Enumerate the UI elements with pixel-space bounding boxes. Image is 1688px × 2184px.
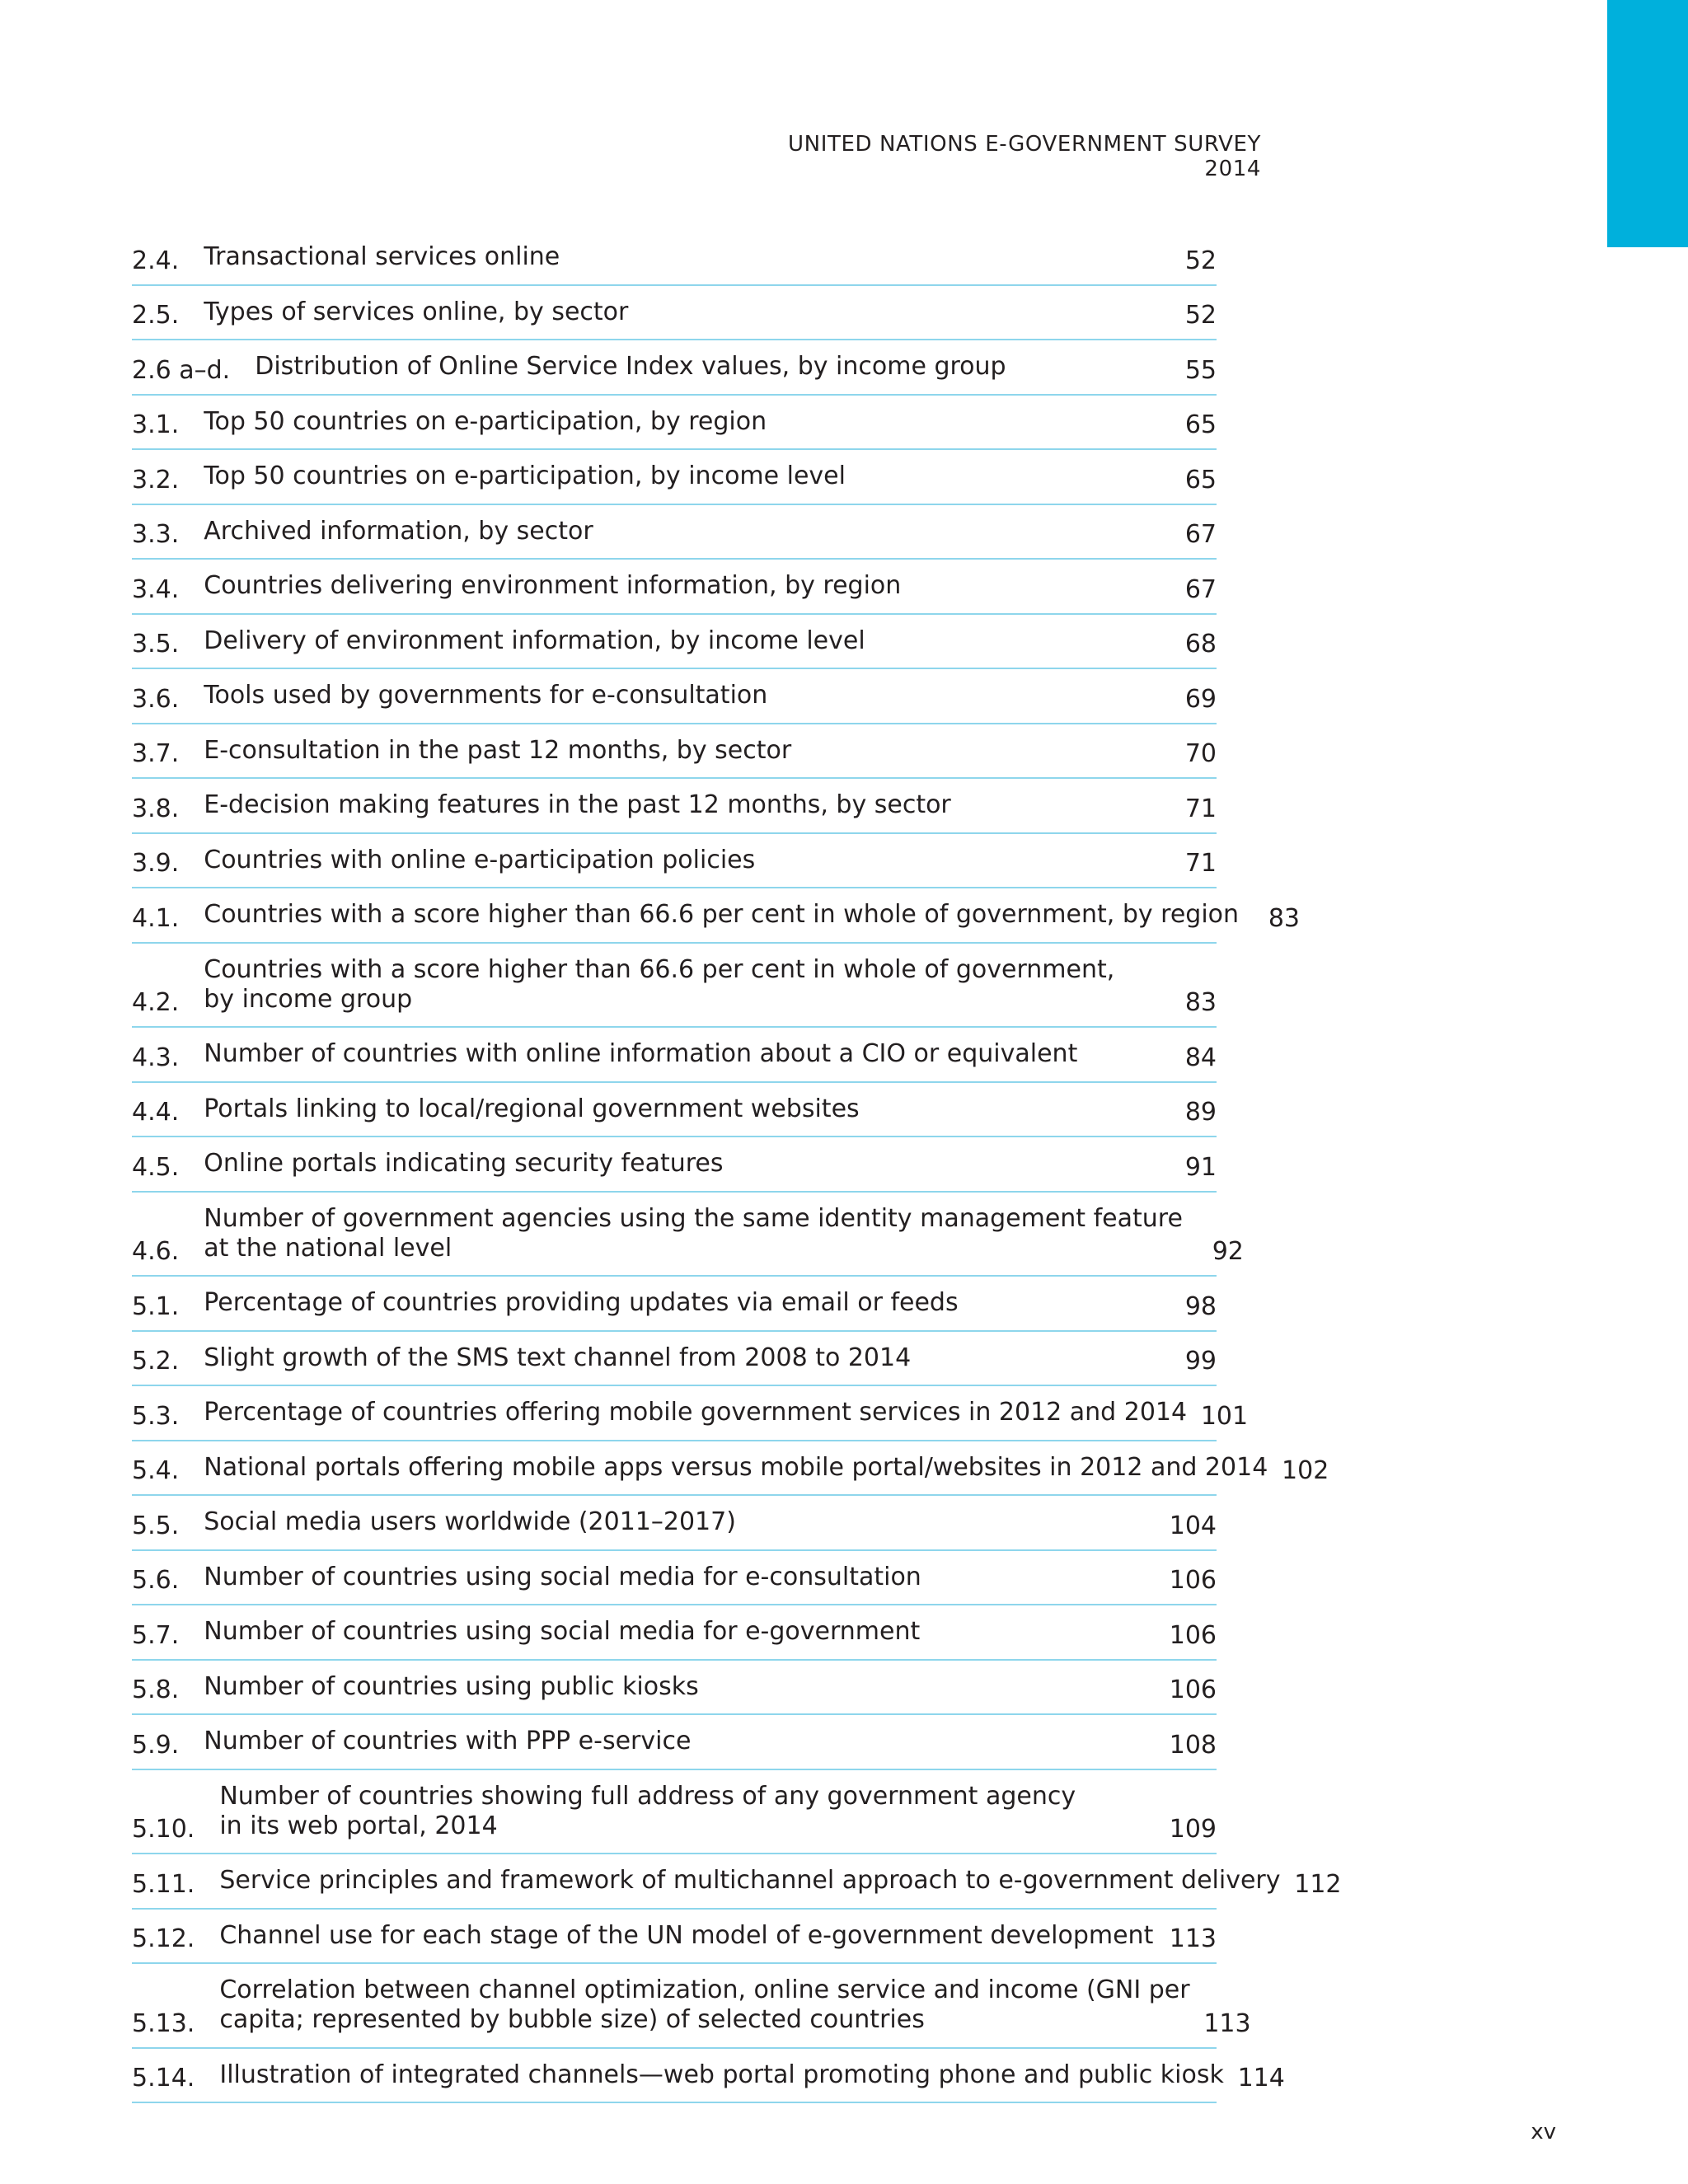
figure-title (204, 900, 1239, 934)
figure-number: 5.9. (132, 1730, 180, 1760)
toc-entry[interactable] (132, 1496, 1217, 1551)
page-reference: 92 (1212, 1237, 1244, 1266)
figure-number: 5.8. (132, 1675, 180, 1704)
toc-entry[interactable] (132, 560, 1217, 615)
table-of-figures (132, 231, 1342, 2103)
figure-number: 2.6 a–d. (132, 355, 231, 385)
figure-number: 3.5. (132, 630, 180, 658)
page-reference: 106 (1169, 1675, 1217, 1704)
figure-title (204, 517, 1156, 551)
toc-entry[interactable] (132, 1910, 1217, 1965)
figure-title (204, 1094, 1156, 1128)
figure-title (204, 790, 1156, 824)
page-reference: 83 (1268, 903, 1301, 933)
figure-title-line: Portals linking to local/regional government websites (204, 1094, 860, 1123)
toc-entry[interactable] (132, 1715, 1217, 1770)
figure-title (204, 846, 1156, 879)
figure-title-line: capita; represented by bubble size) of selected countries (219, 2005, 925, 2034)
toc-entry[interactable] (132, 1028, 1217, 1083)
toc-entry[interactable] (132, 1137, 1217, 1193)
figure-title (204, 1343, 1156, 1377)
figure-number: 3.2. (132, 465, 180, 494)
figure-title-line: in its web portal, 2014 (219, 1811, 498, 1840)
page-reference: 91 (1184, 1152, 1217, 1182)
figure-number: 3.3. (132, 520, 180, 549)
toc-entry[interactable] (132, 231, 1217, 286)
figure-title (204, 298, 1156, 331)
page-reference: 113 (1169, 1924, 1217, 1953)
figure-title (219, 1866, 1280, 1900)
toc-entry[interactable] (132, 1770, 1217, 1855)
figure-title (204, 1617, 1156, 1651)
figure-number: 5.12. (132, 1924, 195, 1953)
page-reference: 101 (1200, 1401, 1249, 1431)
figure-number: 2.5. (132, 301, 180, 330)
figure-title-line: Number of countries with PPP e-service (204, 1727, 692, 1755)
figure-title (204, 407, 1156, 441)
page-reference: 109 (1169, 1815, 1217, 1844)
figure-title-line: Online portals indicating security features (204, 1149, 724, 1178)
toc-entry[interactable] (132, 1854, 1342, 1910)
toc-entry[interactable] (132, 505, 1217, 560)
figure-title (204, 462, 1156, 495)
figure-title-line: Transactional services online (204, 242, 560, 271)
figure-title-line: Distribution of Online Service Index values, by income group (255, 352, 1006, 381)
figure-number: 5.3. (132, 1401, 180, 1431)
page-reference: 52 (1184, 246, 1217, 275)
figure-title (204, 736, 1156, 770)
figure-number: 5.5. (132, 1511, 180, 1540)
figure-title-line: Number of countries showing full address of any government agency (219, 1781, 1076, 1811)
page-reference: 70 (1184, 739, 1217, 768)
figure-title (204, 1507, 1156, 1541)
figure-number: 4.2. (132, 988, 180, 1017)
toc-entry[interactable] (132, 1277, 1217, 1332)
figure-title-line: Delivery of environment information, by income level (204, 626, 865, 655)
toc-entry[interactable] (132, 286, 1217, 341)
figure-title-line: Archived information, by sector (204, 516, 593, 546)
toc-entry[interactable] (132, 779, 1217, 834)
page-reference: 83 (1184, 988, 1217, 1017)
page-reference: 71 (1184, 794, 1217, 823)
figure-title-line: Percentage of countries providing updates via email or feeds (204, 1288, 959, 1317)
figure-number: 3.7. (132, 739, 180, 768)
figure-number: 5.10. (132, 1815, 195, 1844)
figure-title (219, 2060, 1224, 2094)
page-reference: 99 (1184, 1347, 1217, 1376)
figure-title (204, 626, 1156, 660)
toc-entry[interactable] (132, 669, 1217, 724)
toc-entry[interactable] (132, 1964, 1251, 2049)
page-reference: 55 (1184, 355, 1217, 385)
toc-entry[interactable] (132, 888, 1301, 944)
figure-title (255, 352, 1156, 386)
figure-number: 3.6. (132, 684, 180, 714)
figure-number: 4.3. (132, 1043, 180, 1072)
figure-number: 3.9. (132, 849, 180, 878)
figure-title (219, 1975, 1189, 2039)
page-reference: 102 (1282, 1456, 1329, 1485)
figure-title-line: Types of services online, by sector (204, 297, 629, 326)
toc-entry[interactable] (132, 1605, 1217, 1661)
toc-entry[interactable] (132, 396, 1217, 451)
page-reference: 106 (1169, 1566, 1217, 1595)
page-reference: 67 (1184, 574, 1217, 604)
figure-title-line: Countries with a score higher than 66.6 per cent in whole of government, by region (204, 900, 1240, 929)
figure-number: 3.8. (132, 794, 180, 823)
figure-title (219, 1782, 1156, 1845)
figure-title-line: E-consultation in the past 12 months, by sector (204, 735, 792, 765)
figure-title (219, 1921, 1156, 1955)
page-reference: 67 (1184, 520, 1217, 549)
figure-title-line: National portals offering mobile apps versus mobile portal/websites in 2012 and 2014 (204, 1452, 1268, 1482)
toc-entry[interactable] (132, 615, 1217, 670)
figure-title (204, 681, 1156, 715)
figure-number: 5.14. (132, 2064, 195, 2093)
figure-title-line: Illustration of integrated channels—web portal promoting phone and public kiosk (219, 2060, 1224, 2089)
page-reference: 65 (1184, 410, 1217, 439)
toc-entry[interactable] (132, 1193, 1244, 1277)
page-reference: 114 (1237, 2064, 1285, 2093)
page-reference: 104 (1169, 1511, 1217, 1540)
figure-title (204, 1288, 1156, 1322)
figure-number: 4.5. (132, 1152, 180, 1182)
figure-number: 5.13. (132, 2008, 195, 2038)
figure-title-line: Countries with a score higher than 66.6 per cent in whole of government, (204, 954, 1115, 984)
toc-entry[interactable] (132, 1661, 1217, 1716)
figure-title-line: E-decision making features in the past 12 months, by sector (204, 790, 951, 819)
figure-title-line: Top 50 countries on e-participation, by region (204, 406, 767, 436)
figure-number: 5.7. (132, 1620, 180, 1650)
figure-title-line: Number of countries using public kiosks (204, 1671, 699, 1701)
figure-title (204, 1563, 1156, 1596)
figure-title-line: Top 50 countries on e-participation, by income level (204, 462, 846, 490)
figure-title-line: Social media users worldwide (2011–2017) (204, 1507, 736, 1536)
figure-number: 5.1. (132, 1291, 180, 1321)
figure-title-line: Percentage of countries offering mobile government services in 2012 and 2014 (204, 1398, 1188, 1427)
toc-entry[interactable] (132, 450, 1217, 505)
figure-title (204, 242, 1156, 276)
toc-entry[interactable] (132, 1441, 1329, 1497)
figure-title-line: Number of countries with online information about a CIO or equivalent (204, 1039, 1078, 1068)
figure-title (204, 1398, 1187, 1432)
figure-title-line: Number of government agencies using the same identity management feature (204, 1203, 1183, 1233)
toc-entry[interactable] (132, 2049, 1285, 2104)
toc-entry[interactable] (132, 1386, 1249, 1441)
figure-title-line: Correlation between channel optimization, online service and income (GNI per (219, 1975, 1190, 2004)
figure-title-line: at the national level (204, 1233, 452, 1263)
figure-title-line: by income group (204, 984, 413, 1014)
page-reference: 52 (1184, 301, 1217, 330)
figure-number: 2.4. (132, 246, 180, 275)
figure-number: 5.2. (132, 1347, 180, 1376)
page-reference: 98 (1184, 1291, 1217, 1321)
figure-title (204, 955, 1156, 1019)
toc-entry[interactable] (132, 834, 1217, 889)
figure-title (204, 1204, 1183, 1268)
figure-title-line: Countries delivering environment information, by region (204, 571, 902, 600)
page-number: xv (1531, 2120, 1556, 2144)
figure-number: 4.1. (132, 903, 180, 933)
figure-number: 4.6. (132, 1237, 180, 1266)
figure-title (204, 1727, 1156, 1760)
figure-number: 3.1. (132, 410, 180, 439)
toc-entry[interactable] (132, 944, 1217, 1029)
running-header: UNITED NATIONS E-GOVERNMENT SURVEY 2014 (788, 132, 1261, 181)
figure-title (204, 1149, 1156, 1183)
figure-title-line: Number of countries using social media for e-consultation (204, 1562, 921, 1591)
figure-number: 3.4. (132, 574, 180, 604)
figure-number: 5.6. (132, 1566, 180, 1595)
toc-entry[interactable] (132, 1083, 1217, 1138)
figure-title (204, 1453, 1268, 1487)
figure-title-line: Slight growth of the SMS text channel from 2008 to 2014 (204, 1343, 912, 1372)
figure-title (204, 571, 1156, 605)
page-reference: 112 (1294, 1869, 1342, 1899)
page-reference: 106 (1169, 1620, 1217, 1650)
toc-entry[interactable] (132, 340, 1217, 396)
accent-tab (1607, 0, 1688, 247)
figure-title-line: Service principles and framework of multichannel approach to e-government delivery (219, 1866, 1281, 1895)
page-reference: 113 (1203, 2008, 1251, 2038)
toc-entry[interactable] (132, 1551, 1217, 1606)
page-reference: 65 (1184, 465, 1217, 494)
figure-number: 4.4. (132, 1098, 180, 1127)
page-reference: 71 (1184, 849, 1217, 878)
page-reference: 69 (1184, 684, 1217, 714)
figure-title-line: Countries with online e-participation policies (204, 845, 756, 874)
figure-number: 5.4. (132, 1456, 180, 1485)
figure-title-line: Number of countries using social media for e-government (204, 1617, 921, 1646)
page-reference: 68 (1184, 630, 1217, 658)
page-reference: 108 (1169, 1730, 1217, 1760)
toc-entry[interactable] (132, 1332, 1217, 1387)
figure-title (204, 1039, 1156, 1073)
page-reference: 84 (1184, 1043, 1217, 1072)
figure-title (204, 1672, 1156, 1706)
figure-number: 5.11. (132, 1869, 195, 1899)
figure-title-line: Tools used by governments for e-consultation (204, 681, 768, 710)
toc-entry[interactable] (132, 724, 1217, 780)
page-reference: 89 (1184, 1098, 1217, 1127)
figure-title-line: Channel use for each stage of the UN model of e-government development (219, 1920, 1154, 1950)
